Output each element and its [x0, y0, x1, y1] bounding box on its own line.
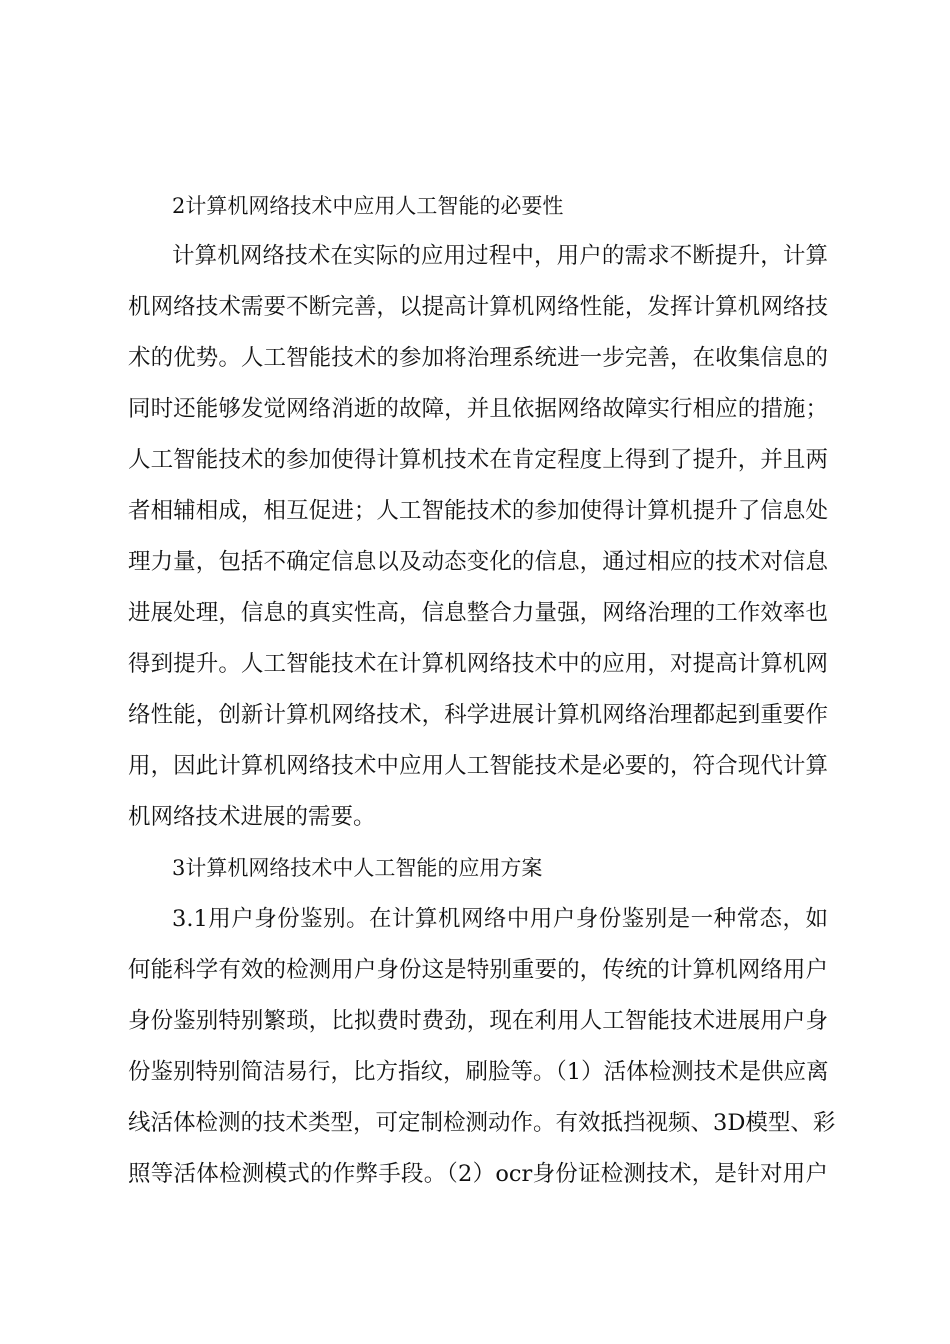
- paragraph-line: 何能科学有效的检测用户身份这是特别重要的，传统的计算机网络用户: [128, 957, 828, 983]
- paragraph-line: 络性能，创新计算机网络技术，科学进展计算机网络治理都起到重要作: [128, 702, 828, 728]
- paragraph-line: 照等活体检测模式的作弊手段。（2）ocr身份证检测技术，是针对用户: [128, 1161, 828, 1187]
- paragraph-line: 得到提升。人工智能技术在计算机网络技术中的应用，对提高计算机网: [128, 651, 828, 677]
- section-3-heading: 3计算机网络技术中人工智能的应用方案: [172, 856, 543, 880]
- paragraph-line: 术的优势。人工智能技术的参加将治理系统进一步完善，在收集信息的: [128, 345, 828, 371]
- section-2-heading: 2计算机网络技术中应用人工智能的必要性: [172, 194, 564, 218]
- paragraph-line: 用，因此计算机网络技术中应用人工智能技术是必要的，符合现代计算: [128, 753, 828, 779]
- paragraph-line: 计算机网络技术在实际的应用过程中，用户的需求不断提升，计算: [172, 243, 828, 269]
- paragraph-line: 理力量，包括不确定信息以及动态变化的信息，通过相应的技术对信息: [128, 549, 828, 575]
- paragraph-line: 者相辅相成，相互促进；人工智能技术的参加使得计算机提升了信息处: [128, 498, 828, 524]
- paragraph-line: 同时还能够发觉网络消逝的故障，并且依据网络故障实行相应的措施；: [128, 396, 828, 422]
- paragraph-line: 进展处理，信息的真实性高，信息整合力量强，网络治理的工作效率也: [128, 600, 828, 626]
- paragraph-line: 人工智能技术的参加使得计算机技术在肯定程度上得到了提升，并且两: [128, 447, 828, 473]
- paragraph-line: 份鉴别特别简洁易行，比方指纹，刷脸等。（1）活体检测技术是供应离: [128, 1059, 829, 1085]
- paragraph-line: 线活体检测的技术类型，可定制检测动作。有效抵挡视频、3D模型、彩: [128, 1110, 836, 1136]
- paragraph-line: 3.1用户身份鉴别。在计算机网络中用户身份鉴别是一种常态，如: [172, 906, 828, 932]
- paragraph-line: 身份鉴别特别繁琐，比拟费时费劲，现在利用人工智能技术进展用户身: [128, 1008, 828, 1034]
- paragraph-line: 机网络技术需要不断完善，以提高计算机网络性能，发挥计算机网络技: [128, 294, 828, 320]
- paragraph-line: 机网络技术进展的需要。: [128, 804, 376, 830]
